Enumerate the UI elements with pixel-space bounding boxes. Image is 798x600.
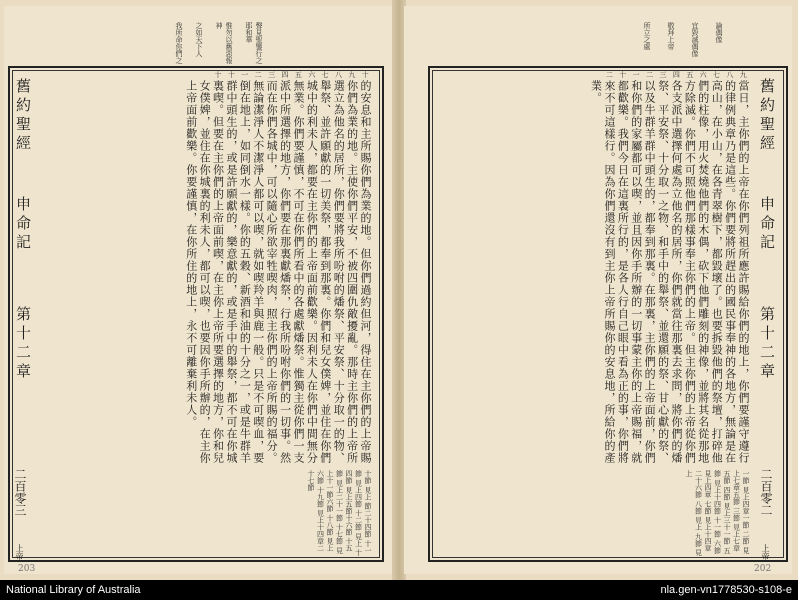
left-folio: 203 <box>18 564 36 574</box>
right-folio: 202 <box>754 564 772 574</box>
right-page-number: 二百零二 <box>759 468 773 516</box>
right-line-numbers <box>432 70 750 80</box>
line-number: 七 <box>713 71 721 79</box>
right-header-note-2: 宜毀滅偶像 <box>691 22 699 57</box>
left-header-note-4: 我所命你們之 <box>175 22 183 64</box>
line-number: 一 <box>241 71 249 79</box>
right-header-note-3: 敬拜上帝 <box>667 22 675 50</box>
line-number: 六 <box>308 71 316 79</box>
left-header-note-1: 聲見聖鑒行之耶和華 <box>245 22 263 64</box>
left-body-text <box>42 80 372 466</box>
line-number: 九 <box>348 71 356 79</box>
right-notes-text: 一節 見上四章一節 二節 見上七章五節 三節 見上七章五節 四節 見上三十一節 五節 見上十四節 十一節 六節 見上四章 七節 見上十四章二十六節 八節 見上 九節 見上 <box>685 470 750 556</box>
footer-identifier: nla.gen-vn1778530-s108-e <box>660 584 792 596</box>
line-number: 四 <box>281 71 289 79</box>
footer-credit: National Library of Australia <box>6 584 141 596</box>
right-header-note-1: 論偶像 <box>715 22 723 43</box>
right-chapter-title: 第十二章 <box>758 306 776 382</box>
left-page-number: 二百零三 <box>13 468 27 516</box>
line-number: 二 <box>605 71 613 79</box>
left-book-title: 申命記 <box>14 196 32 253</box>
right-bottom-notes <box>432 470 750 556</box>
line-number: 十 <box>214 71 222 79</box>
left-corner-mark: 上帝 <box>15 544 24 560</box>
right-corner-mark: 上帝 <box>761 544 770 560</box>
left-header-notes <box>44 22 264 70</box>
right-body-paragraph: 當日，主你們的上帝在你們列祖所應許賜給你們的地上，你們要謹守遵行的律例典章乃是這些。你們要將所趕出的國民事奉神的各地方，無論是在高山，在小山，在各青翠樹下，都毀壞了。也要拆毀他們的祭壇，打碎他們的柱像，用火焚燒他們的木偶，砍下他們雕刻的神像，並將其名從那地方除滅。你們不可照他們那樣事奉主你們的上帝。但主你們的上帝從你們各支派中選擇何處為立他名的居所，你們就當往那裏去求問，將你們的燔祭、平安祭、十分取一之物、和手中的舉祭、並還願的祭、甘心獻的祭、以及牛群羊群中頭生的，都奉到那裏。在那裏，主你們的上帝面前，你們和你們的家屬都可以喫，並且因你手所辦的一切事蒙主你的上帝賜福，就都歡樂。我們今日在這裏所行的，是各人行自己眼中看為正的事，你們將來不可這樣行。因為你們還沒有到主你上帝所賜你的安息地，所給你的產業。 <box>589 80 750 464</box>
left-header-note-2: 惟勿以舊惡報神 <box>215 22 233 64</box>
line-number: 八 <box>726 71 734 79</box>
right-header-note-4: 所立之處 <box>643 22 651 50</box>
line-number: 四 <box>672 71 680 79</box>
line-number: 十 <box>619 71 627 79</box>
right-running-title: 舊約聖經 <box>758 78 776 154</box>
line-number: 六 <box>699 71 707 79</box>
line-number: 七 <box>321 71 329 79</box>
left-line-numbers <box>42 70 372 80</box>
line-number: 三 <box>268 71 276 79</box>
line-number: 八 <box>335 71 343 79</box>
line-number: 三 <box>659 71 667 79</box>
left-body-paragraph: 的安息和主所賜你們為業的地。但你們過約但河，得住在主你們的上帝賜你們為業的地。主使你們平安，不被四圍仇敵擾亂。那時主你們的上帝所選立為他名的居所，你們要將我所吩咐的燔祭、平安祭、十分取一的物、舉祭、並許願獻的一切美祭，都奉到那裏。你們和兒女僕婢，並住在你們城中的利未人，都要在主你們的上帝面前歡樂。因利未人在你們中間無分無業。你們要謹慎，不可在你們所看中的各處獻燔祭。惟獨主從你們一支派中所選擇的地方，你們要在那裏獻燔祭，行我所吩咐你們的一切事。然而在你們各城中，可以隨心所欲宰牲喫肉，照主你們的上帝所賜的福分。無論潔淨人不潔淨人都可以喫，就如喫羚羊與鹿一般。只是不可喫血，要倒在地上，如同倒水一樣。你的五穀、新酒和油的十分之一，或是牛群羊群中頭生的，或是許願獻的，樂意獻的，或是手中的舉祭，都不可在你城裏喫。但要在主你們的上帝面前喫，在主你上帝所要選擇的地方，你和兒女僕婢，並住在你城裏的利未人，都可以喫，也要因你手所辦的，在主你上帝面前歡樂。你要謹慎，在你所住的地上，永不可離棄利未人。 <box>184 80 372 464</box>
line-number: 九 <box>739 71 747 79</box>
right-header-notes <box>444 22 724 70</box>
left-header-note-3: 之如天下人 <box>195 22 203 57</box>
left-running-title: 舊約聖經 <box>14 78 32 154</box>
right-book-title: 申命記 <box>758 196 776 253</box>
right-page <box>404 6 792 574</box>
line-number: 五 <box>294 71 302 79</box>
right-body-text <box>432 80 750 466</box>
footer-bar <box>0 580 798 600</box>
line-number: 一 <box>632 71 640 79</box>
line-number: 二 <box>646 71 654 79</box>
line-number: 五 <box>686 71 694 79</box>
line-number: 十 <box>361 71 369 79</box>
left-bottom-notes <box>42 470 372 556</box>
left-page <box>4 6 392 574</box>
line-number: 十 <box>227 71 235 79</box>
left-chapter-title: 第十二章 <box>14 306 32 382</box>
left-notes-text: 十節 見上 節二十四節 十一節 見上四節 十二節 見上 十四節 見上五節十六節 十五節 見上二十一節 十七節 見上十一節六節 十八節 見上六節 十九節 見上十四章二十七節 <box>307 470 372 556</box>
line-number: 二 <box>254 71 262 79</box>
